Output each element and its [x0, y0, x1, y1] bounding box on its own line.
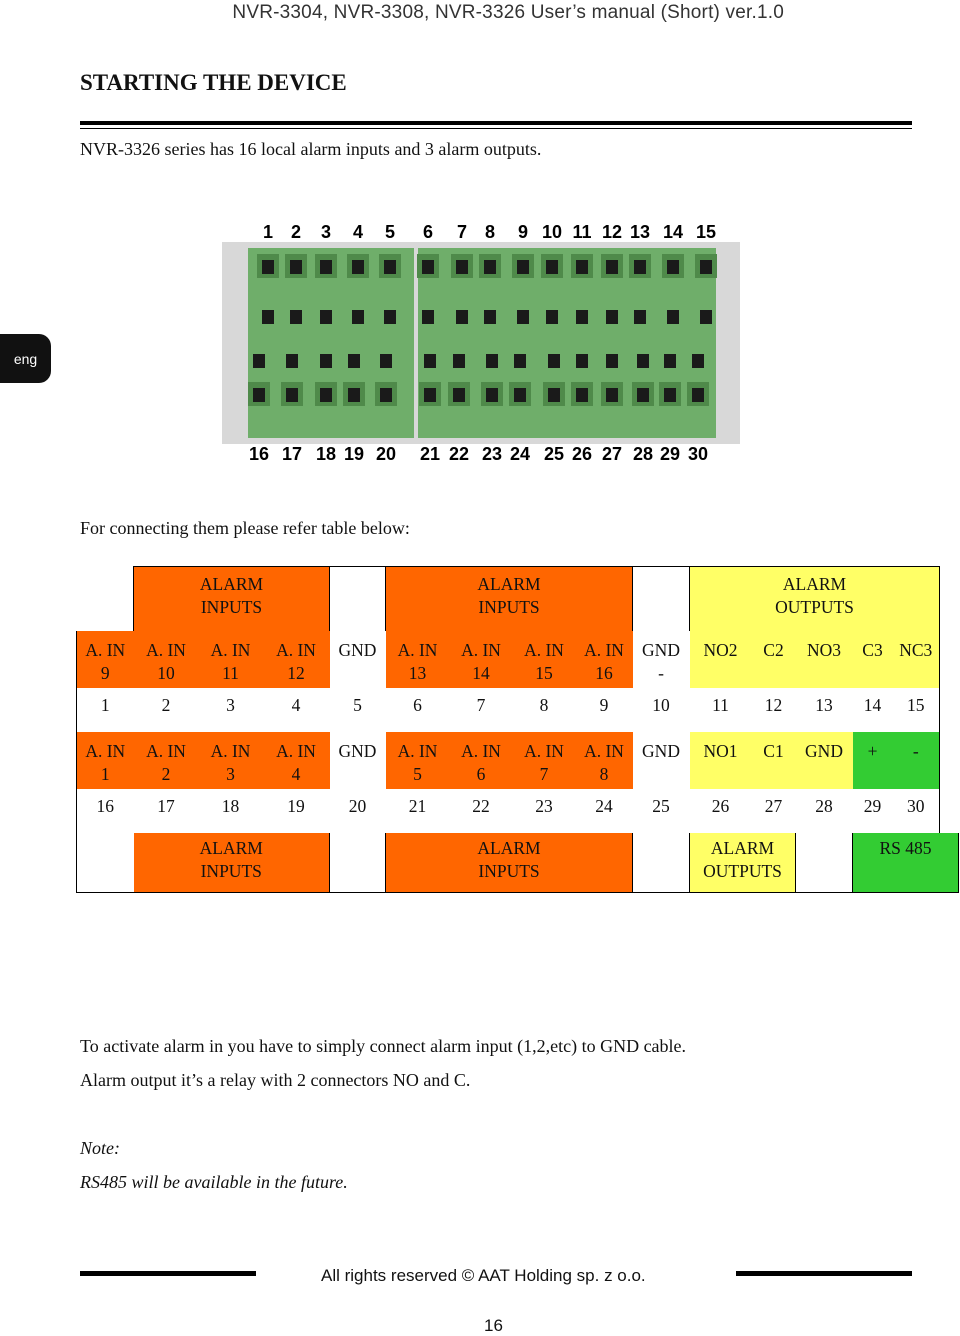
screw-slot [637, 354, 649, 368]
pin-number: 8 [513, 688, 576, 732]
screw-slot [384, 310, 396, 324]
screw-slot [286, 354, 298, 368]
connector-pin-number: 24 [509, 444, 531, 464]
connector-pin-number: 29 [659, 444, 681, 464]
pin-number: 29 [853, 789, 893, 833]
terminal-hole [286, 388, 298, 402]
pin-number: 11 [690, 688, 752, 732]
connector-pin-number: 17 [281, 444, 303, 464]
screw-slot [253, 354, 265, 368]
connector-pin-number: 28 [632, 444, 654, 464]
pin-cell: NO2 [690, 631, 752, 688]
connector-pin-number: 15 [695, 222, 717, 242]
alarm-outputs-label: ALARM OUTPUTS [690, 567, 940, 632]
screw-slot [692, 354, 704, 368]
screw-slot [453, 354, 465, 368]
pin-cell: A. IN 8 [576, 732, 633, 789]
terminal-hole [576, 388, 588, 402]
terminal-hole [380, 388, 392, 402]
intro-text: NVR-3326 series has 16 local alarm inputs and 3 alarm outputs. [80, 139, 542, 159]
connector-pin-number: 4 [352, 222, 364, 242]
terminal-hole [290, 260, 302, 274]
connector-pin-number: 30 [687, 444, 709, 464]
note-label: Note: [80, 1138, 120, 1158]
body-line-1: To activate alarm in you have to simply connect alarm input (1,2,etc) to GND cable. [80, 1036, 687, 1056]
pin-number: 3 [199, 688, 263, 732]
screw-slot [546, 310, 558, 324]
pin-number: 2 [134, 688, 199, 732]
terminal-hole [384, 260, 396, 274]
pin-number: 7 [450, 688, 513, 732]
pin-number: 9 [576, 688, 633, 732]
pin-number: 16 [77, 789, 134, 833]
alarm-inputs-label: ALARM INPUTS [134, 833, 330, 893]
screw-slot [456, 310, 468, 324]
pin-number: 12 [752, 688, 796, 732]
pin-number: 17 [134, 789, 199, 833]
connector-pin-number: 8 [484, 222, 496, 242]
note-text: RS485 will be available in the future. [80, 1172, 348, 1192]
terminal-hole [484, 260, 496, 274]
pin-cell: + [853, 732, 893, 789]
connector-pin-number: 19 [343, 444, 365, 464]
terminal-hole [637, 388, 649, 402]
connector-pin-number: 27 [601, 444, 623, 464]
screw-slot [548, 354, 560, 368]
pin-cell: GND [330, 732, 386, 789]
pin-cell: A. IN 16 [576, 631, 633, 688]
pin-cell: A. IN 2 [134, 732, 199, 789]
pin-table [76, 566, 959, 893]
footer-rule-left [80, 1271, 256, 1276]
connector-pin-number: 20 [375, 444, 397, 464]
pin-cell: NO1 [690, 732, 752, 789]
page-number: 16 [484, 1316, 503, 1335]
screw-slot [634, 310, 646, 324]
connector-pin-number: 13 [629, 222, 651, 242]
pin-number: 28 [796, 789, 853, 833]
pin-number: 19 [263, 789, 330, 833]
screw-slot [664, 354, 676, 368]
terminal-hole [606, 388, 618, 402]
terminal-hole [320, 388, 332, 402]
terminal-hole [667, 260, 679, 274]
terminal-hole [634, 260, 646, 274]
header-title: NVR-3304, NVR-3308, NVR-3326 User’s manual (Short) ver.1.0 [232, 2, 784, 23]
footer-rule-right [736, 1271, 912, 1276]
pin-cell: A. IN 15 [513, 631, 576, 688]
terminal-hole [422, 260, 434, 274]
alarm-inputs-label: ALARM INPUTS [386, 833, 633, 893]
pin-cell: A. IN 12 [263, 631, 330, 688]
pin-cell: A. IN 14 [450, 631, 513, 688]
terminal-hole [664, 388, 676, 402]
footer-copyright: All rights reserved © AAT Holding sp. z o.o. [321, 1266, 646, 1285]
terminal-hole [546, 260, 558, 274]
pin-cell: C1 [752, 732, 796, 789]
terminal-hole [548, 388, 560, 402]
pin-number: 4 [263, 688, 330, 732]
alarm-inputs-label: ALARM INPUTS [386, 567, 633, 632]
screw-slot [262, 310, 274, 324]
pin-cell: A. IN 10 [134, 631, 199, 688]
connector-pin-number: 7 [456, 222, 468, 242]
terminal-hole [424, 388, 436, 402]
connector-pin-number: 6 [422, 222, 434, 242]
terminal-hole [692, 388, 704, 402]
connector-pin-number: 16 [248, 444, 270, 464]
screw-slot [424, 354, 436, 368]
title-rule-thin [80, 128, 912, 129]
pin-number: 25 [633, 789, 690, 833]
connector-pin-number: 3 [320, 222, 332, 242]
pin-number: 5 [330, 688, 386, 732]
pin-cell: A. IN 1 [77, 732, 134, 789]
section-title: STARTING THE DEVICE [80, 70, 347, 95]
pin-number: 24 [576, 789, 633, 833]
screw-slot [514, 354, 526, 368]
language-tab[interactable]: eng [0, 334, 51, 383]
connector-pin-number: 18 [315, 444, 337, 464]
connector-pin-number: 21 [419, 444, 441, 464]
terminal-hole [253, 388, 265, 402]
pin-cell: GND [633, 732, 690, 789]
pin-number: 18 [199, 789, 263, 833]
pin-number: 14 [853, 688, 893, 732]
pin-number: 21 [386, 789, 450, 833]
connector-pin-number: 25 [543, 444, 565, 464]
pin-cell: A. IN 13 [386, 631, 450, 688]
terminal-hole [352, 260, 364, 274]
alarm-connector-image [222, 214, 740, 464]
pin-cell: GND - [633, 631, 690, 688]
pin-number: 13 [796, 688, 853, 732]
refer-text: For connecting them please refer table below: [80, 518, 410, 538]
terminal-hole [453, 388, 465, 402]
pin-number: 1 [77, 688, 134, 732]
screw-slot [484, 310, 496, 324]
screw-slot [352, 310, 364, 324]
pin-cell: A. IN 5 [386, 732, 450, 789]
title-rule [80, 121, 912, 125]
pin-number: 20 [330, 789, 386, 833]
pin-number: 15 [893, 688, 940, 732]
screw-slot [348, 354, 360, 368]
screw-slot [667, 310, 679, 324]
screw-slot [380, 354, 392, 368]
pin-cell: GND [330, 631, 386, 688]
connector-pin-number: 23 [481, 444, 503, 464]
connector-pin-number: 2 [290, 222, 302, 242]
alarm-inputs-label: ALARM INPUTS [134, 567, 330, 632]
terminal-hole [700, 260, 712, 274]
terminal-hole [517, 260, 529, 274]
pin-number: 27 [752, 789, 796, 833]
connector-pin-number: 26 [571, 444, 593, 464]
pin-cell: A. IN 7 [513, 732, 576, 789]
pin-cell: A. IN 4 [263, 732, 330, 789]
terminal-hole [348, 388, 360, 402]
screw-slot [422, 310, 434, 324]
screw-slot [606, 354, 618, 368]
terminal-hole [514, 388, 526, 402]
pin-number: 23 [513, 789, 576, 833]
screw-slot [486, 354, 498, 368]
screw-slot [700, 310, 712, 324]
pin-cell: C3 [853, 631, 893, 688]
pin-cell: A. IN 6 [450, 732, 513, 789]
pin-cell: C2 [752, 631, 796, 688]
screw-slot [320, 354, 332, 368]
pin-number: 10 [633, 688, 690, 732]
pin-cell: A. IN 9 [77, 631, 134, 688]
pin-cell: A. IN 3 [199, 732, 263, 789]
connector-pin-number: 22 [448, 444, 470, 464]
pin-cell: NO3 [796, 631, 853, 688]
connector-pin-number: 11 [572, 222, 592, 242]
terminal-hole [606, 260, 618, 274]
rs485-label: RS 485 [853, 833, 959, 893]
pin-cell: GND [796, 732, 853, 789]
screw-slot [606, 310, 618, 324]
terminal-hole [262, 260, 274, 274]
screw-slot [290, 310, 302, 324]
terminal-hole [576, 260, 588, 274]
screw-slot [517, 310, 529, 324]
pin-number: 30 [893, 789, 940, 833]
screw-slot [576, 310, 588, 324]
connector-pin-number: 9 [517, 222, 529, 242]
terminal-hole [320, 260, 332, 274]
pin-cell: NC3 [893, 631, 940, 688]
connector-pin-number: 14 [662, 222, 684, 242]
connector-pin-number: 1 [262, 222, 274, 242]
connector-pin-number: 10 [541, 222, 563, 242]
connector-pin-number: 12 [601, 222, 623, 242]
pin-cell: - [893, 732, 940, 789]
screw-slot [320, 310, 332, 324]
pin-number: 6 [386, 688, 450, 732]
terminal-hole [456, 260, 468, 274]
screw-slot [576, 354, 588, 368]
pin-number: 26 [690, 789, 752, 833]
body-line-2: Alarm output it’s a relay with 2 connectors NO and C. [80, 1070, 471, 1090]
alarm-outputs-label: ALARM OUTPUTS [690, 833, 796, 893]
terminal-hole [486, 388, 498, 402]
pin-number: 22 [450, 789, 513, 833]
connector-pin-number: 5 [384, 222, 396, 242]
pin-cell: A. IN 11 [199, 631, 263, 688]
